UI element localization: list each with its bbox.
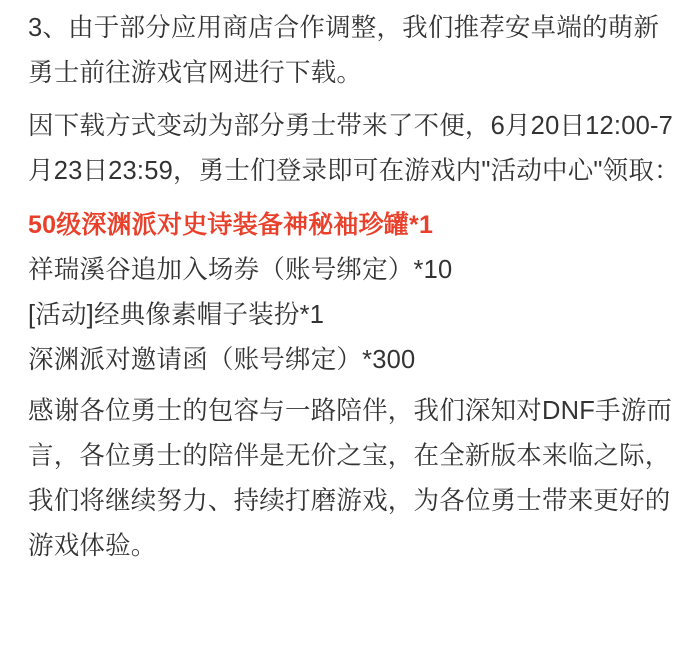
compensation-intro-paragraph: 因下载方式变动为部分勇士带来了不便，6月20日12:00-7月23日23:59，勇士们登录即可在游戏内"活动中心"领取：: [28, 112, 680, 185]
closing-paragraph: 感谢各位勇士的包容与一路陪伴，我们深知对DNF手游而言，各位勇士的陪伴是无价之宝，在全新版本来临之际，我们将继续努力、持续打磨游戏，为各位勇士带来更好的游戏体验。: [28, 397, 673, 560]
reward-item-highlight: 50级深渊派对史诗装备神秘袖珍罐*1: [28, 211, 434, 239]
notice-item-3: 3、由于部分应用商店合作调整，我们推荐安卓端的萌新勇士前往游戏官网进行下载。: [28, 14, 660, 87]
reward-item: [活动]经典像素帽子装扮*1: [28, 301, 325, 329]
reward-item: 祥瑞溪谷追加入场券（账号绑定）*10: [28, 256, 453, 284]
reward-item: 深渊派对邀请函（账号绑定）*300: [28, 346, 416, 374]
